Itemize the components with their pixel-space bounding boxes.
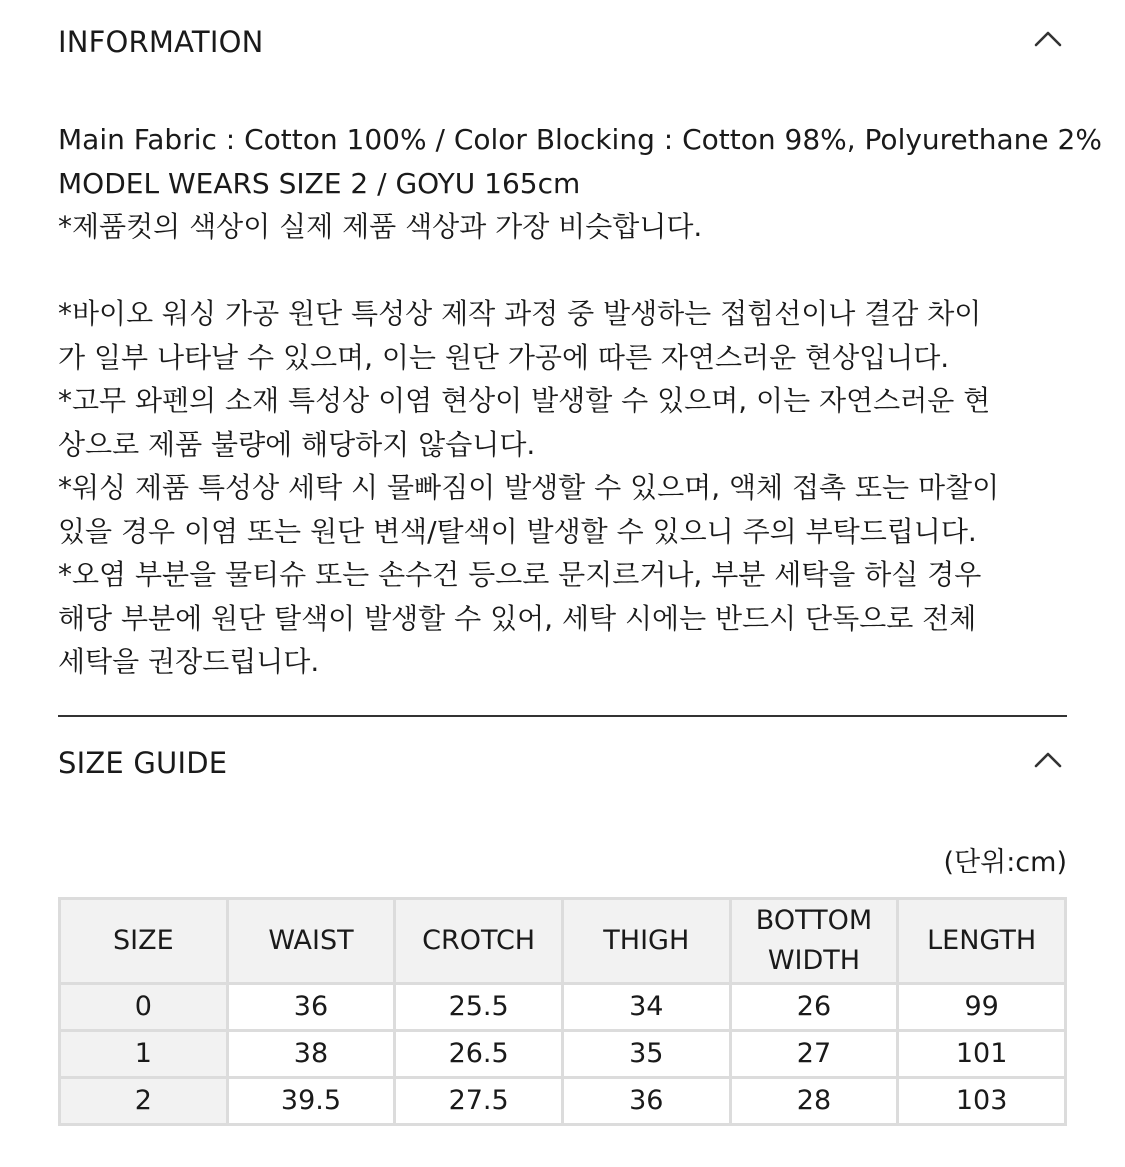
info-line: 가 일부 나타날 수 있으며, 이는 원단 가공에 따른 자연스러운 현상입니다.: [58, 340, 950, 374]
size-guide-title: SIZE GUIDE: [58, 746, 228, 780]
table-cell: 39.5: [227, 1078, 395, 1125]
table-cell: 26.5: [395, 1031, 563, 1078]
info-line: *고무 와펜의 소재 특성상 이염 현상이 발생할 수 있으며, 이는 자연스러운 현: [58, 384, 991, 417]
table-cell: 103: [898, 1078, 1066, 1125]
table-row: [60, 1078, 1066, 1125]
info-line: 있을 경우 이염 또는 원단 변색/탈색이 발생할 수 있으니 주의 부탁드립니다.: [58, 514, 977, 548]
table-cell-size: 1: [60, 1031, 228, 1078]
info-line: 해당 부분에 원단 탈색이 발생할 수 있어, 세탁 시에는 반드시 단독으로 전체: [58, 601, 977, 635]
column-header-thigh: THIGH: [562, 899, 730, 984]
info-line: *바이오 워싱 가공 원단 특성상 제작 과정 중 발생하는 접힘선이나 결감 차이: [58, 297, 982, 330]
table-cell: 38: [227, 1031, 395, 1078]
table-cell-size: 2: [60, 1078, 228, 1125]
information-header[interactable]: [58, 22, 1067, 62]
section-divider: [58, 715, 1067, 717]
table-row: [60, 984, 1066, 1031]
info-line: MODEL WEARS SIZE 2 / GOYU 165cm: [58, 166, 581, 200]
table-row: [60, 1031, 1066, 1078]
column-header-bottom-width-line1: BOTTOM: [755, 905, 873, 936]
table-cell: 36: [562, 1078, 730, 1125]
table-cell: 28: [730, 1078, 898, 1125]
info-line: Main Fabric : Cotton 100% / Color Blocking : Cotton 98%, Polyurethane 2%: [58, 123, 1102, 156]
table-cell: 99: [898, 984, 1066, 1031]
column-header-size: SIZE: [60, 899, 228, 984]
column-header-crotch: CROTCH: [395, 899, 563, 984]
column-header-length: LENGTH: [898, 899, 1066, 984]
table-cell: 35: [562, 1031, 730, 1078]
info-line: *오염 부분을 물티슈 또는 손수건 등으로 문지르거나, 부분 세탁을 하실 경우: [58, 558, 982, 591]
table-cell-size: 0: [60, 984, 228, 1031]
chevron-up-icon[interactable]: [1033, 28, 1063, 48]
column-header-waist: WAIST: [227, 899, 395, 984]
chevron-up-icon[interactable]: [1033, 749, 1063, 769]
column-header-bottom-width: [730, 899, 898, 984]
table-cell: 34: [562, 984, 730, 1031]
table-cell: 36: [227, 984, 395, 1031]
column-header-bottom-width-line2: WIDTH: [767, 945, 861, 976]
table-cell: 101: [898, 1031, 1066, 1078]
info-line: *워싱 제품 특성상 세탁 시 물빠짐이 발생할 수 있으며, 액체 접촉 또는 마찰이: [58, 471, 1000, 504]
info-line: 상으로 제품 불량에 해당하지 않습니다.: [58, 427, 536, 461]
information-body: [58, 118, 1102, 684]
table-cell: 27.5: [395, 1078, 563, 1125]
information-title: INFORMATION: [58, 25, 264, 59]
table-header-row: [60, 899, 1066, 984]
size-guide-header[interactable]: [58, 743, 1067, 783]
info-line: 세탁을 권장드립니다.: [58, 645, 320, 678]
unit-note: (단위:cm): [943, 847, 1067, 878]
table-cell: 26: [730, 984, 898, 1031]
table-cell: 25.5: [395, 984, 563, 1031]
table-cell: 27: [730, 1031, 898, 1078]
info-line: *제품컷의 색상이 실제 제품 색상과 가장 비슷합니다.: [58, 210, 703, 243]
info-spacer: [58, 249, 1068, 293]
size-table: [58, 897, 1067, 1126]
